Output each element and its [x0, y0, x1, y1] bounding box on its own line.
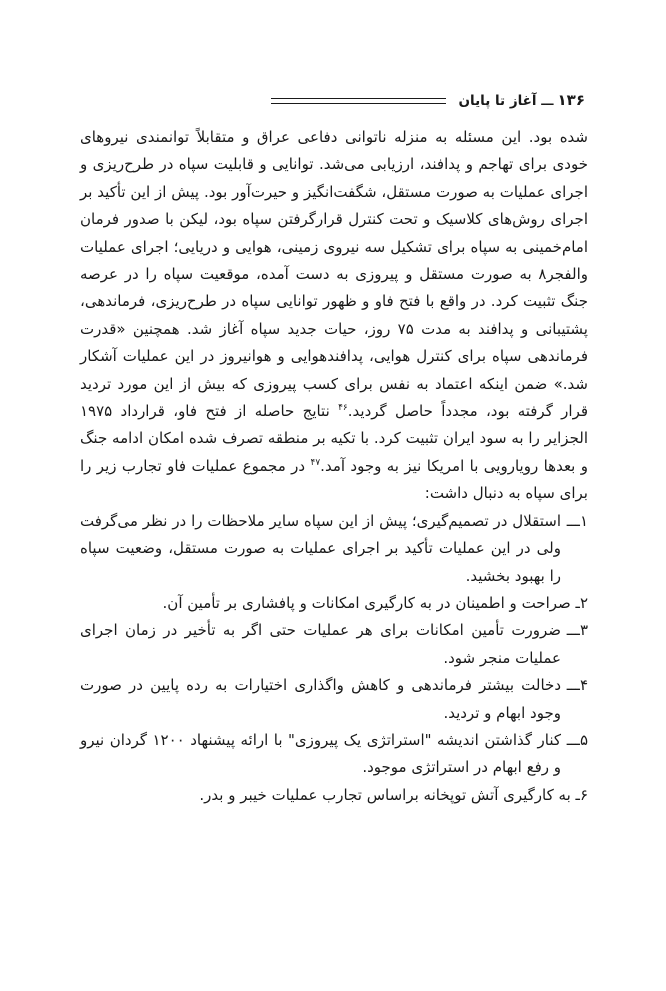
list-item — [80, 782, 588, 809]
intro-text-2: نتایج حاصله از فتح فاو، قرارداد ۱۹۷۵ الجزایر را به سود ایران تثبیت کرد. با تکیه بر منطقه تصرف شده امکان ادامه جنگ و بعدها رویارویی با امریکا نیز به وجود آمد. — [80, 402, 588, 475]
list-item-text: کنار گذاشتن اندیشه "استراتژی یک پیروزی" با ارائه پیشنهاد ۱۲۰۰ گردان نیرو و رفع ابهام در استراتژی موجود. — [80, 730, 561, 777]
list-item — [80, 672, 588, 727]
header-rule-bottom — [271, 103, 446, 104]
list-item-text: صراحت و اطمینان در به کارگیری امکانات و پافشاری بر تأمین آن. — [162, 593, 571, 612]
running-header — [271, 90, 585, 112]
list-item — [80, 508, 588, 590]
list-item-text: استقلال در تصمیم‌گیری؛ پیش از این سپاه سایر ملاحظات را در نظر می‌گرفت ولی در این عملیات تأکید بر اجرای عملیات به صورت مستقل، وضعیت سپاه را بهبود بخشید. — [80, 511, 561, 585]
list-item — [80, 617, 588, 672]
header-separator: ـــ — [541, 94, 554, 108]
header-rule-top — [271, 98, 446, 99]
list-item-number: ۶ـ — [575, 785, 588, 804]
list-item-text: ضرورت تأمین امکانات برای هر عملیات حتی اگر به تأخیر در زمان اجرای عملیات منجر شود. — [80, 621, 561, 667]
list-item-text: دخالت بیشتر فرماندهی و کاهش واگذاری اختیارات به رده پایین در صورت وجود ابهام و تردید. — [80, 676, 561, 722]
list-item-text: به کارگیری آتش توپخانه براساس تجارب عملیات خیبر و بدر. — [199, 785, 571, 804]
list-item-number: ۴ـــ — [566, 676, 588, 695]
list-item — [80, 590, 588, 617]
page-number: ۱۳۶ — [557, 91, 585, 109]
intro-text-1: شده بود. این مسئله به منزله ناتوانی دفاعی عراق و متقابلاً توانمندی نیروهای خودی برای تهاجم و پدافند، ارزیابی می‌شد. توانایی و قابلیت سپاه در طرح‌ریزی و اجرای عملیات به صورت مستقل، شگفت‌انگیز و حیرت‌آور بود. پیش از این تأکید بر اجرای روش‌های کلاسیک و تحت کنترل قرارگرفتن سپاه بود، لیکن با صدور فرمان امام‌خمینی به سپاه برای تشکیل سه نیروی زمینی، هوایی و دریایی؛ اجرای عملیات والفجر۸ به صورت مستقل و پیروزی به دست آمده، موقعیت سپاه را در عرصه جنگ تثبیت کرد. در واقع با فتح فاو و ظهور توانایی سپاه در طرح‌ریزی، فرماندهی، پشتیبانی و پدافند به مدت ۷۵ روز، حیات جدید سپاه آغاز شد. همچنین «قدرت فرماندهی سپاه برای کنترل هوایی، پدافندهوایی و هوانیروز در این عملیات آشکار شد.» ضمن اینکه اعتماد به نفس برای کسب پیروزی که بیش از این مورد تردید قرار گرفته بود، مجدداً حاصل گردید. — [80, 128, 589, 421]
intro-paragraph — [80, 124, 588, 508]
list-item-number: ۳ـــ — [566, 621, 588, 640]
footnote-ref-46: ۴۶ — [338, 403, 348, 414]
lessons-list — [80, 508, 588, 809]
intro-text-3: در مجموع عملیات فاو تجارب زیر را برای سپاه به دنبال داشت: — [80, 456, 588, 503]
list-item-number: ۱ـــ — [566, 511, 588, 530]
header-text — [458, 91, 585, 110]
list-item-number: ۵ـــ — [566, 730, 588, 749]
list-item — [80, 727, 588, 782]
book-title: آغاز تا پایان — [458, 93, 537, 109]
footnote-ref-47: ۴۷ — [310, 457, 321, 468]
list-item-number: ۲ـ — [575, 593, 588, 612]
page-body — [80, 124, 588, 809]
